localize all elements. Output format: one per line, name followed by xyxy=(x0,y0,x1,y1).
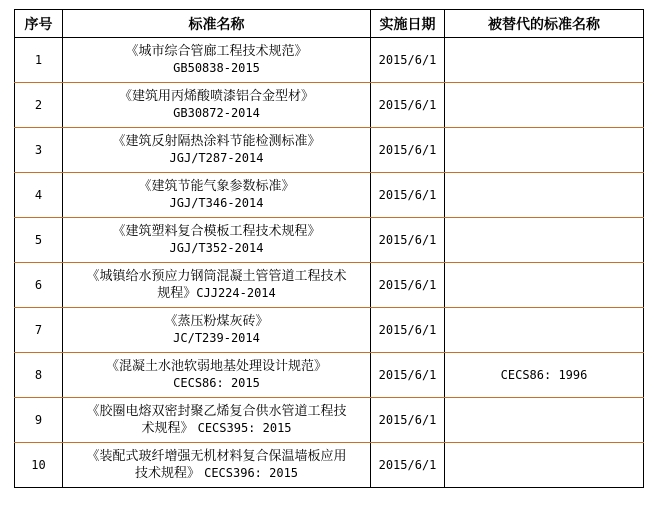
replaced-standard xyxy=(445,173,644,218)
effective-date: 2015/6/1 xyxy=(371,263,445,308)
standard-code: JGJ/T287-2014 xyxy=(169,151,264,165)
standard-title-continued xyxy=(65,420,368,437)
effective-date: 2015/6/1 xyxy=(371,443,445,488)
row-number: 10 xyxy=(15,443,63,488)
standard-title-continued xyxy=(65,285,368,302)
replaced-standard xyxy=(445,38,644,83)
replaced-standard xyxy=(445,83,644,128)
table-row xyxy=(15,173,644,218)
standard-title: 《建筑节能气象参数标准》 xyxy=(138,179,295,194)
standard-code: CECS396: 2015 xyxy=(204,466,299,480)
standards-table-container xyxy=(14,9,643,488)
table-header-row xyxy=(15,10,644,38)
row-number: 8 xyxy=(15,353,63,398)
row-number: 4 xyxy=(15,173,63,218)
table-row xyxy=(15,38,644,83)
standard-code: JC/T239-2014 xyxy=(173,331,260,345)
effective-date: 2015/6/1 xyxy=(371,308,445,353)
standard-code: CJJ224-2014 xyxy=(196,286,276,300)
standard-title: 《建筑用丙烯酸喷漆铝合金型材》 xyxy=(118,89,314,104)
standard-code: JGJ/T352-2014 xyxy=(169,241,264,255)
row-number: 3 xyxy=(15,128,63,173)
standards-table xyxy=(14,9,644,488)
standard-name-cell xyxy=(63,218,371,263)
row-number: 6 xyxy=(15,263,63,308)
replaced-standard xyxy=(445,443,644,488)
effective-date: 2015/6/1 xyxy=(371,398,445,443)
standard-code: CECS395: 2015 xyxy=(197,421,292,435)
header-no: 序号 xyxy=(15,10,63,38)
standard-name-cell xyxy=(63,398,371,443)
standard-title: 《建筑反射隔热涂料节能检测标准》 xyxy=(112,134,321,149)
standard-name-cell xyxy=(63,353,371,398)
standard-name-cell xyxy=(63,128,371,173)
effective-date: 2015/6/1 xyxy=(371,218,445,263)
standard-name-cell xyxy=(63,308,371,353)
standard-code: JGJ/T346-2014 xyxy=(169,196,264,210)
row-number: 1 xyxy=(15,38,63,83)
table-row xyxy=(15,263,644,308)
standard-code: GB50838-2015 xyxy=(173,61,260,75)
replaced-standard xyxy=(445,263,644,308)
table-row xyxy=(15,398,644,443)
replaced-standard xyxy=(445,218,644,263)
replaced-standard xyxy=(445,398,644,443)
effective-date: 2015/6/1 xyxy=(371,38,445,83)
standard-title-tail: 规程》 xyxy=(157,286,197,301)
effective-date: 2015/6/1 xyxy=(371,83,445,128)
standard-name-cell xyxy=(63,83,371,128)
standard-name-cell xyxy=(63,38,371,83)
effective-date: 2015/6/1 xyxy=(371,128,445,173)
header-name: 标准名称 xyxy=(63,10,371,38)
standard-title: 《城镇给水预应力钢筒混凝土管管道工程技术 xyxy=(86,269,347,284)
standard-title: 《城市综合管廊工程技术规范》 xyxy=(125,44,308,59)
standard-code: CECS86: 2015 xyxy=(173,376,260,390)
effective-date: 2015/6/1 xyxy=(371,353,445,398)
standard-name-cell xyxy=(63,173,371,218)
standard-name-cell xyxy=(63,443,371,488)
standard-title-continued xyxy=(65,465,368,482)
replaced-standard xyxy=(445,308,644,353)
header-date: 实施日期 xyxy=(371,10,445,38)
standard-title: 《装配式玻纤增强无机材料复合保温墙板应用 xyxy=(86,449,347,464)
row-number: 2 xyxy=(15,83,63,128)
effective-date: 2015/6/1 xyxy=(371,173,445,218)
table-row xyxy=(15,128,644,173)
replaced-standard xyxy=(445,128,644,173)
standard-title: 《蒸压粉煤灰砖》 xyxy=(164,314,269,329)
table-row xyxy=(15,353,644,398)
standard-title: 《混凝土水池软弱地基处理设计规范》 xyxy=(105,359,327,374)
table-row xyxy=(15,83,644,128)
standard-title-tail: 术规程》 xyxy=(141,421,194,436)
standard-title-tail: 技术规程》 xyxy=(134,466,200,481)
table-row xyxy=(15,218,644,263)
replaced-standard: CECS86: 1996 xyxy=(445,353,644,398)
standard-title: 《胶圈电熔双密封聚乙烯复合供水管道工程技 xyxy=(86,404,347,419)
standard-title: 《建筑塑料复合模板工程技术规程》 xyxy=(112,224,321,239)
header-replaced: 被替代的标准名称 xyxy=(445,10,644,38)
table-row xyxy=(15,443,644,488)
standard-code: GB30872-2014 xyxy=(173,106,260,120)
standard-name-cell xyxy=(63,263,371,308)
row-number: 9 xyxy=(15,398,63,443)
table-row xyxy=(15,308,644,353)
row-number: 5 xyxy=(15,218,63,263)
row-number: 7 xyxy=(15,308,63,353)
